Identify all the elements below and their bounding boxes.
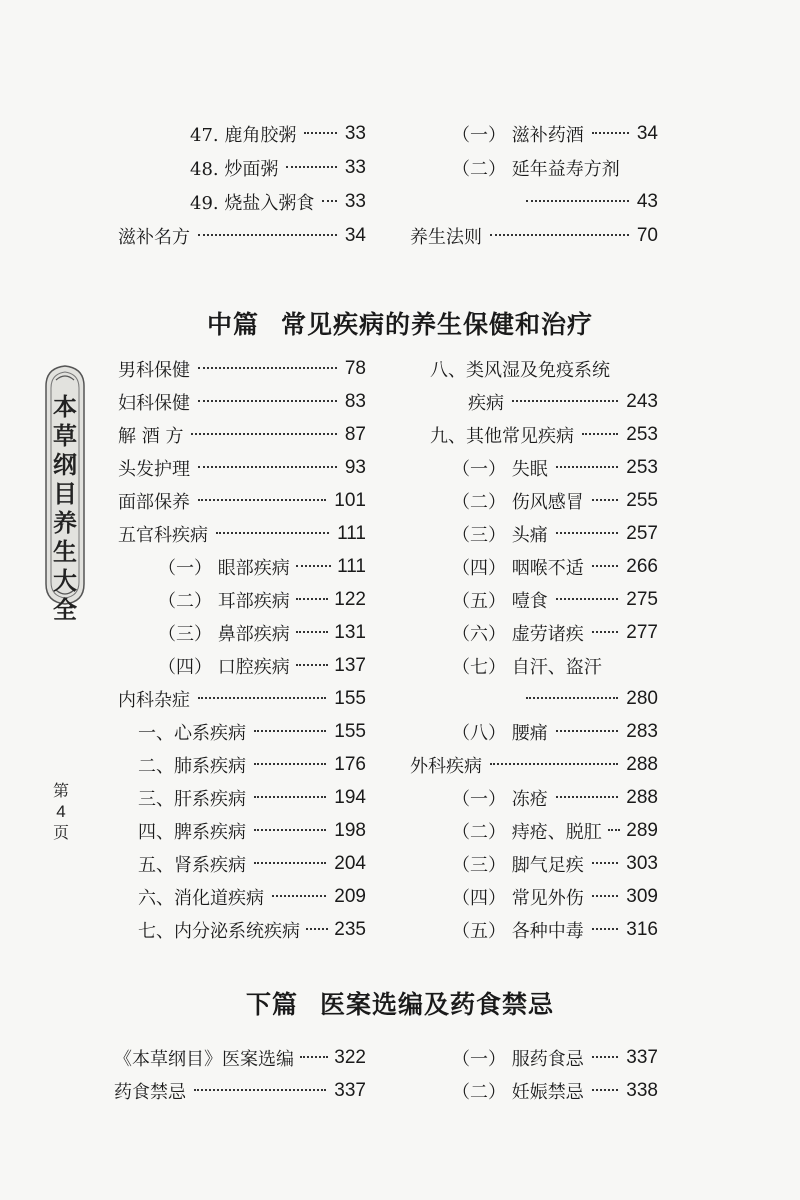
toc-entry [158,649,366,683]
section-title-text: 医案选编及药食禁忌 [320,990,555,1019]
toc-entry-page: 243 [626,391,658,412]
page-number-tab [42,780,80,848]
leader-dots [296,564,331,567]
toc-entry-label: 内科杂症 [118,690,190,711]
section-part: 中篇 [206,310,259,339]
toc-entry [430,418,658,452]
toc-entry-page: 209 [334,886,366,907]
toc-entry [452,781,658,815]
toc-entry [452,151,658,185]
toc-entry [138,748,366,782]
toc-entry-label: （一） 滋补药酒 [452,125,584,146]
toc-entry-page: 43 [636,191,658,212]
toc-entry [138,847,366,881]
toc-entry [430,352,658,386]
toc-entry [452,715,658,749]
toc-entry [452,616,658,650]
toc-entry-label: 男科保健 [118,360,190,381]
toc-entry-page: 280 [626,688,658,709]
toc-entry-label: 妇科保健 [118,393,190,414]
toc-entry-label: （三） 鼻部疾病 [158,624,290,645]
leader-dots [592,630,619,633]
toc-entry [118,385,366,419]
toc-entry [518,185,658,219]
toc-entry-label: （五） 噎食 [452,591,548,612]
section-title [0,305,800,341]
toc-entry-label: 疾病 [468,393,504,414]
toc-entry-page: 111 [337,556,366,577]
toc-entry [452,913,658,947]
toc-entry [190,185,366,219]
leader-dots [592,564,619,567]
toc-entry-page: 155 [334,688,366,709]
leader-dots [556,531,619,534]
toc-entry-label: （四） 口腔疾病 [158,657,290,678]
leader-dots [592,1055,619,1058]
toc-entry-page: 198 [334,820,366,841]
toc-entry-label: （六） 虚劳诸疾 [452,624,584,645]
toc-entry [118,517,366,551]
toc-entry-page: 322 [334,1047,366,1068]
toc-entry-label: （二） 延年益寿方剂 [452,159,620,180]
toc-entry [518,682,658,716]
leader-dots [322,199,337,202]
toc-entry [410,219,658,253]
section-part: 下篇 [245,990,298,1019]
leader-dots [592,1088,619,1091]
toc-entry-label: （一） 眼部疾病 [158,558,290,579]
toc-entry [118,418,366,452]
toc-entry [158,583,366,617]
toc-entry-label: （五） 各种中毒 [452,921,584,942]
toc-entry [118,682,366,716]
toc-entry [118,219,366,253]
toc-entry [138,913,366,947]
toc-entry [452,880,658,914]
toc-entry-page: 235 [334,919,366,940]
leader-dots [556,597,619,600]
leader-dots [286,165,337,168]
toc-entry-page: 288 [626,787,658,808]
toc-entry-label: （二） 伤风感冒 [452,492,584,513]
toc-entry-page: 337 [626,1047,658,1068]
leader-dots [191,432,336,435]
page-suffix: 页 [52,823,69,842]
toc-entry [452,484,658,518]
toc-entry-label: 五、肾系疾病 [138,855,246,876]
toc-entry-page: 194 [334,787,366,808]
leader-dots [198,465,337,468]
leader-dots [198,399,337,402]
toc-entry [118,451,366,485]
toc-entry-label: 解 酒 方 [118,426,184,447]
toc-entry-label: （二） 妊娠禁忌 [452,1082,584,1103]
toc-entry-page: 275 [626,589,658,610]
toc-entry [468,385,658,419]
toc-entry-page: 253 [626,424,658,445]
leader-dots [198,498,326,501]
toc-entry-label: （一） 服药食忌 [452,1049,584,1070]
leader-dots [526,199,629,202]
toc-entry-page: 34 [344,225,366,246]
toc-entry-label: 滋补名方 [118,227,190,248]
toc-entry-page: 303 [626,853,658,874]
book-title: 本 草 纲 目 养 生 大 全 [53,392,77,624]
toc-entry [452,550,658,584]
leader-dots [582,432,618,435]
toc-entry [138,880,366,914]
toc-entry-page: 204 [334,853,366,874]
toc-entry-label: 头发护理 [118,459,190,480]
toc-entry [138,781,366,815]
toc-entry-label: 五官科疾病 [118,525,208,546]
leader-dots [592,927,619,930]
toc-entry-page: 255 [626,490,658,511]
leader-dots [198,233,337,236]
toc-entry-page: 316 [626,919,658,940]
toc-entry-page: 93 [344,457,366,478]
leader-dots [490,233,629,236]
toc-entry-page: 288 [626,754,658,775]
leader-dots [608,828,621,831]
toc-entry-label: 《本草纲目》医案选编 [114,1049,294,1070]
toc-entry [452,583,658,617]
leader-dots [296,597,329,600]
toc-entry-label: （二） 耳部疾病 [158,591,290,612]
toc-entry-page: 257 [626,523,658,544]
toc-entry-label: 48. 炒面粥 [190,159,279,180]
leader-dots [194,1088,326,1091]
leader-dots [592,498,619,501]
toc-entry-page: 122 [334,589,366,610]
toc-entry-page: 176 [334,754,366,775]
toc-entry [158,550,366,584]
toc-entry-page: 101 [334,490,366,511]
toc-entry-label: 二、肺系疾病 [138,756,246,777]
toc-entry-page: 253 [626,457,658,478]
toc-entry-label: 八、类风湿及免疫系统 [430,360,610,381]
leader-dots [296,663,329,666]
toc-entry-page: 277 [626,622,658,643]
leader-dots [254,762,326,765]
toc-entry [158,616,366,650]
leader-dots [272,894,326,897]
book-title-tab [42,360,88,624]
toc-entry-page: 131 [334,622,366,643]
leader-dots [216,531,329,534]
toc-entry-label: （四） 咽喉不适 [452,558,584,579]
toc-entry-label: 一、心系疾病 [138,723,246,744]
toc-entry-page: 266 [626,556,658,577]
toc-entry [452,814,658,848]
toc-entry-label: 七、内分泌系统疾病 [138,921,300,942]
toc-entry-page: 338 [626,1080,658,1101]
toc-entry [138,715,366,749]
page-number: 4 [56,802,66,821]
leader-dots [198,366,337,369]
leader-dots [198,696,326,699]
toc-entry-label: 面部保养 [118,492,190,513]
toc-entry [452,1041,658,1075]
toc-entry-page: 34 [636,123,658,144]
leader-dots [490,762,618,765]
leader-dots [556,729,619,732]
toc-entry-label: 九、其他常见疾病 [430,426,574,447]
toc-entry-page: 309 [626,886,658,907]
toc-entry-label: 四、脾系疾病 [138,822,246,843]
toc-entry-page: 83 [344,391,366,412]
toc-entry [190,151,366,185]
toc-entry [190,117,366,151]
toc-entry [452,649,658,683]
toc-entry-label: （三） 头痛 [452,525,548,546]
toc-entry-label: 外科疾病 [410,756,482,777]
toc-entry [452,1074,658,1108]
leader-dots [296,630,329,633]
toc-entry-page: 111 [337,523,366,544]
leader-dots [300,1055,328,1058]
toc-entry [452,451,658,485]
toc-entry-page: 337 [334,1080,366,1101]
toc-entry-label: 药食禁忌 [114,1082,186,1103]
leader-dots [254,861,326,864]
toc-entry-label: （四） 常见外伤 [452,888,584,909]
leader-dots [556,795,619,798]
toc-entry-label: 47. 鹿角胶粥 [190,125,297,146]
toc-entry [452,847,658,881]
page-prefix: 第 [52,781,69,800]
toc-entry [452,517,658,551]
toc-entry-page: 87 [344,424,366,445]
leader-dots [556,465,619,468]
toc-entry [114,1041,366,1075]
section-title-text: 常见疾病的养生保健和治疗 [281,310,594,339]
leader-dots [254,828,326,831]
toc-entry-label: 三、肝系疾病 [138,789,246,810]
toc-entry-label: （一） 失眠 [452,459,548,480]
toc-entry-label: （八） 腰痛 [452,723,548,744]
toc-entry [410,748,658,782]
section-title [0,985,800,1021]
leader-dots [254,729,326,732]
toc-entry-label: 六、消化道疾病 [138,888,264,909]
toc-entry-label: （七） 自汗、盗汗 [452,657,602,678]
toc-entry [138,814,366,848]
toc-entry [118,484,366,518]
toc-entry-page: 33 [344,157,366,178]
leader-dots [304,131,337,134]
toc-entry-page: 289 [626,820,658,841]
toc-entry-label: （一） 冻疮 [452,789,548,810]
leader-dots [526,696,618,699]
toc-entry-page: 78 [344,358,366,379]
toc-entry-page: 137 [334,655,366,676]
toc-entry-page: 155 [334,721,366,742]
leader-dots [592,861,619,864]
toc-entry-page: 33 [344,123,366,144]
toc-entry-label: 养生法则 [410,227,482,248]
toc-entry-page: 70 [636,225,658,246]
toc-entry [118,352,366,386]
toc-entry [452,117,658,151]
leader-dots [592,131,629,134]
toc-entry-page: 283 [626,721,658,742]
toc-entry-label: （三） 脚气足疾 [452,855,584,876]
toc-entry-label: （二） 痔疮、脱肛 [452,822,602,843]
leader-dots [512,399,618,402]
toc-entry-page: 33 [344,191,366,212]
leader-dots [592,894,619,897]
toc-entry [114,1074,366,1108]
leader-dots [306,927,328,930]
toc-entry-label: 49. 烧盐入粥食 [190,193,315,214]
leader-dots [254,795,326,798]
